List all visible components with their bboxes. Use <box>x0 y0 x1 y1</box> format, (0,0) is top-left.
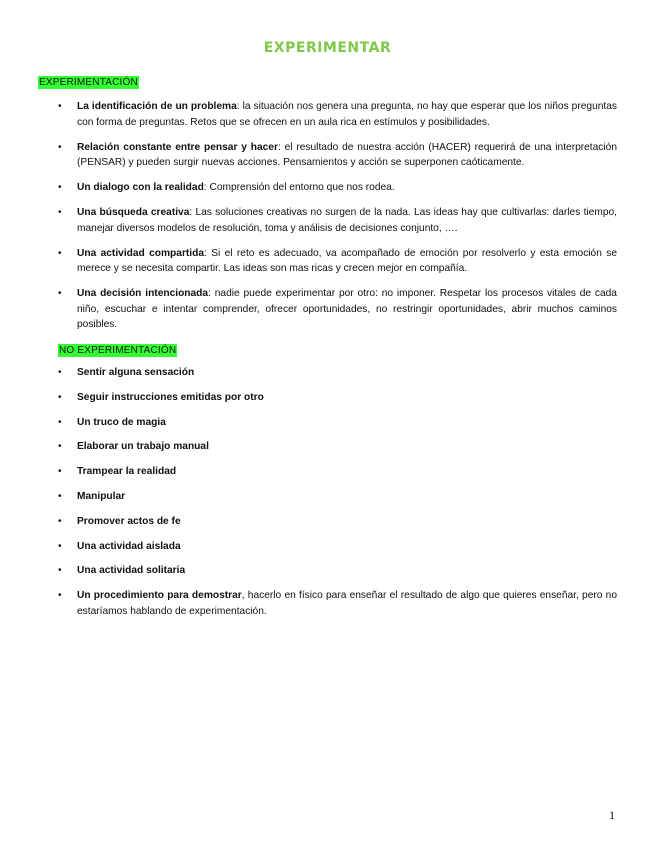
item-description: : el resultado de nuestra acción (HACER) requerirá de una interpretación (PENSAR) y pueden surgir nuevas acciones. Pensamientos y acción se superponen caóticamente. <box>77 141 617 168</box>
bullet-icon: • <box>58 515 62 527</box>
item-term: Seguir instrucciones emitidas por otro <box>77 391 264 403</box>
bullet-icon: • <box>58 247 62 259</box>
section-heading-experimentacion <box>38 72 139 90</box>
item-term: Un dialogo con la realidad <box>77 182 204 193</box>
bullet-icon: • <box>58 590 62 602</box>
item-description: : la situación nos genera una pregunta, no hay que esperar que los niños preguntas con forma de preguntas. Retos que se ofrecen en un aula rica en estímulos y posibilidades. <box>77 101 617 128</box>
item-term: Elaborar un trabajo manual <box>77 441 209 453</box>
item-term: Un procedimiento para demostrar <box>77 590 242 602</box>
highlighted-heading: NO EXPERIMENTACIÓN <box>59 345 177 356</box>
bullet-icon: • <box>58 141 62 153</box>
list-item <box>0 286 655 333</box>
list-item <box>0 390 655 406</box>
bullet-icon: • <box>58 416 62 428</box>
item-term: Relación constante entre pensar y hacer <box>77 141 278 153</box>
bullet-icon: • <box>58 101 62 112</box>
list-item <box>0 365 655 381</box>
bullet-icon: • <box>58 182 62 193</box>
list-item <box>0 415 655 431</box>
list-item <box>0 588 655 619</box>
item-term: Sentir alguna sensación <box>77 367 195 378</box>
item-term: Una actividad compartida <box>77 247 205 259</box>
list-item <box>0 563 655 579</box>
bullet-icon: • <box>58 565 62 577</box>
list-item <box>0 464 655 480</box>
list-item <box>0 205 655 236</box>
bullet-icon: • <box>58 367 62 378</box>
item-term: Trampear la realidad <box>77 466 177 478</box>
list-item <box>0 246 655 277</box>
item-term: La identificación de un problema <box>77 101 237 112</box>
item-term: Manipular <box>77 490 126 502</box>
bullet-icon: • <box>58 490 62 502</box>
list-item <box>0 439 655 455</box>
item-term: Una búsqueda creativa <box>77 207 190 218</box>
no-experimentacion-list <box>0 365 655 628</box>
page-title: EXPERIMENTAR <box>263 40 392 56</box>
bullet-icon: • <box>58 540 62 552</box>
list-item <box>0 514 655 530</box>
list-item <box>0 539 655 555</box>
bullet-icon: • <box>58 207 62 218</box>
item-description: : Las soluciones creativas no surgen de la nada. Las ideas hay que cultivarlas: darles tiempo, manejar diversos modelos de resolución, toma y análisis de decisiones conjunto, …. <box>77 207 617 234</box>
page-number: 1 <box>609 808 615 822</box>
item-term: Un truco de magia <box>77 416 166 428</box>
list-item <box>0 140 655 171</box>
item-term: Una actividad aislada <box>77 540 181 552</box>
bullet-icon: • <box>58 466 62 478</box>
item-term: Promover actos de fe <box>77 515 181 527</box>
bullet-icon: • <box>58 288 62 299</box>
item-description: : nadie puede experimentar por otro: no imponer. Respetar los procesos vitales de cada niño, escuchar e intentar comprender, ofrecer oportunidades, no restringir oportunidades, abrir muchos caminos posibles. <box>77 288 617 330</box>
item-description: : Si el reto es adecuado, va acompañado de emoción por resolverlo y esta emoción se merece y se necesita compartir. Las ideas son mas ricas y crecen mejor en compañía. <box>77 247 618 274</box>
experimentacion-list <box>0 99 655 342</box>
item-description: : Comprensión del entorno que nos rodea. <box>203 182 395 193</box>
list-item <box>0 180 655 196</box>
bullet-icon: • <box>58 441 62 453</box>
bullet-icon: • <box>58 391 62 403</box>
list-item <box>0 99 655 130</box>
section-heading-no-experimentacion <box>58 340 177 358</box>
item-term: Una actividad solitaria <box>77 565 186 577</box>
item-term: Una decisión intencionada <box>77 288 209 299</box>
list-item <box>0 489 655 505</box>
highlighted-heading: EXPERIMENTACIÓN <box>39 77 138 88</box>
item-description: , hacerlo en físico para enseñar el resultado de algo que quieres enseñar, pero no estaríamos hablando de experimentación. <box>77 590 617 617</box>
